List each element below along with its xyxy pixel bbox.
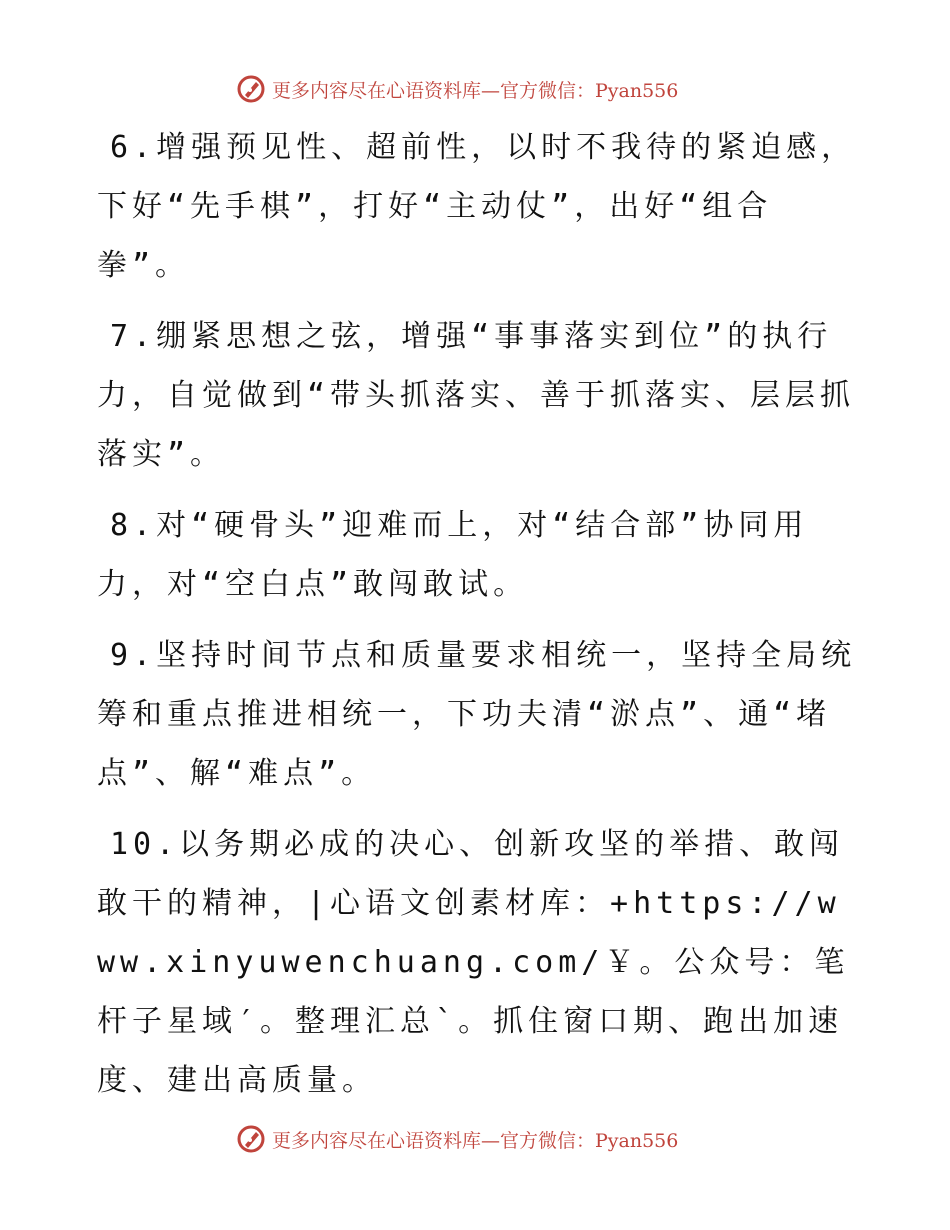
header-banner: [0, 72, 950, 106]
header-banner-text: 更多内容尽在心语资料库—官方微信：Pyan556: [272, 79, 679, 102]
paragraph-item-10: 10.以务期必成的决心、创新攻坚的举措、敢闯敢干的精神，|心语文创素材库：+https://www.xinyuwenchuang.com/￥。公众号：笔杆子星域′。整理汇总`。抓住窗口期、跑出加速度、建出高质量。: [97, 827, 850, 1098]
footer-banner-text: 更多内容尽在心语资料库—官方微信：Pyan556: [272, 1129, 679, 1152]
footer-banner-inner: [236, 1122, 678, 1156]
footer-banner: [0, 1122, 950, 1156]
pen-nib-logo-icon: [236, 74, 266, 104]
header-banner-inner: [236, 72, 678, 106]
pen-nib-logo-icon: [236, 1124, 266, 1154]
paragraph-item-7: 7.绷紧思想之弦，增强“事事落实到位”的执行力，自觉做到“带头抓落实、善于抓落实、层层抓落实”。: [97, 319, 856, 472]
paragraph-item-8: 8.对“硬骨头”迎难而上，对“结合部”协同用力，对“空白点”敢闯敢试。: [97, 508, 809, 602]
document-body: [97, 118, 857, 1122]
paragraph-item-9: 9.坚持时间节点和质量要求相统一，坚持全局统筹和重点推进相统一，下功夫清“淤点”、通“堵点”、解“难点”。: [97, 638, 857, 791]
paragraph-item-6: 6.增强预见性、超前性，以时不我待的紧迫感，下好“先手棋”，打好“主动仗”，出好“组合拳”。: [97, 130, 857, 283]
